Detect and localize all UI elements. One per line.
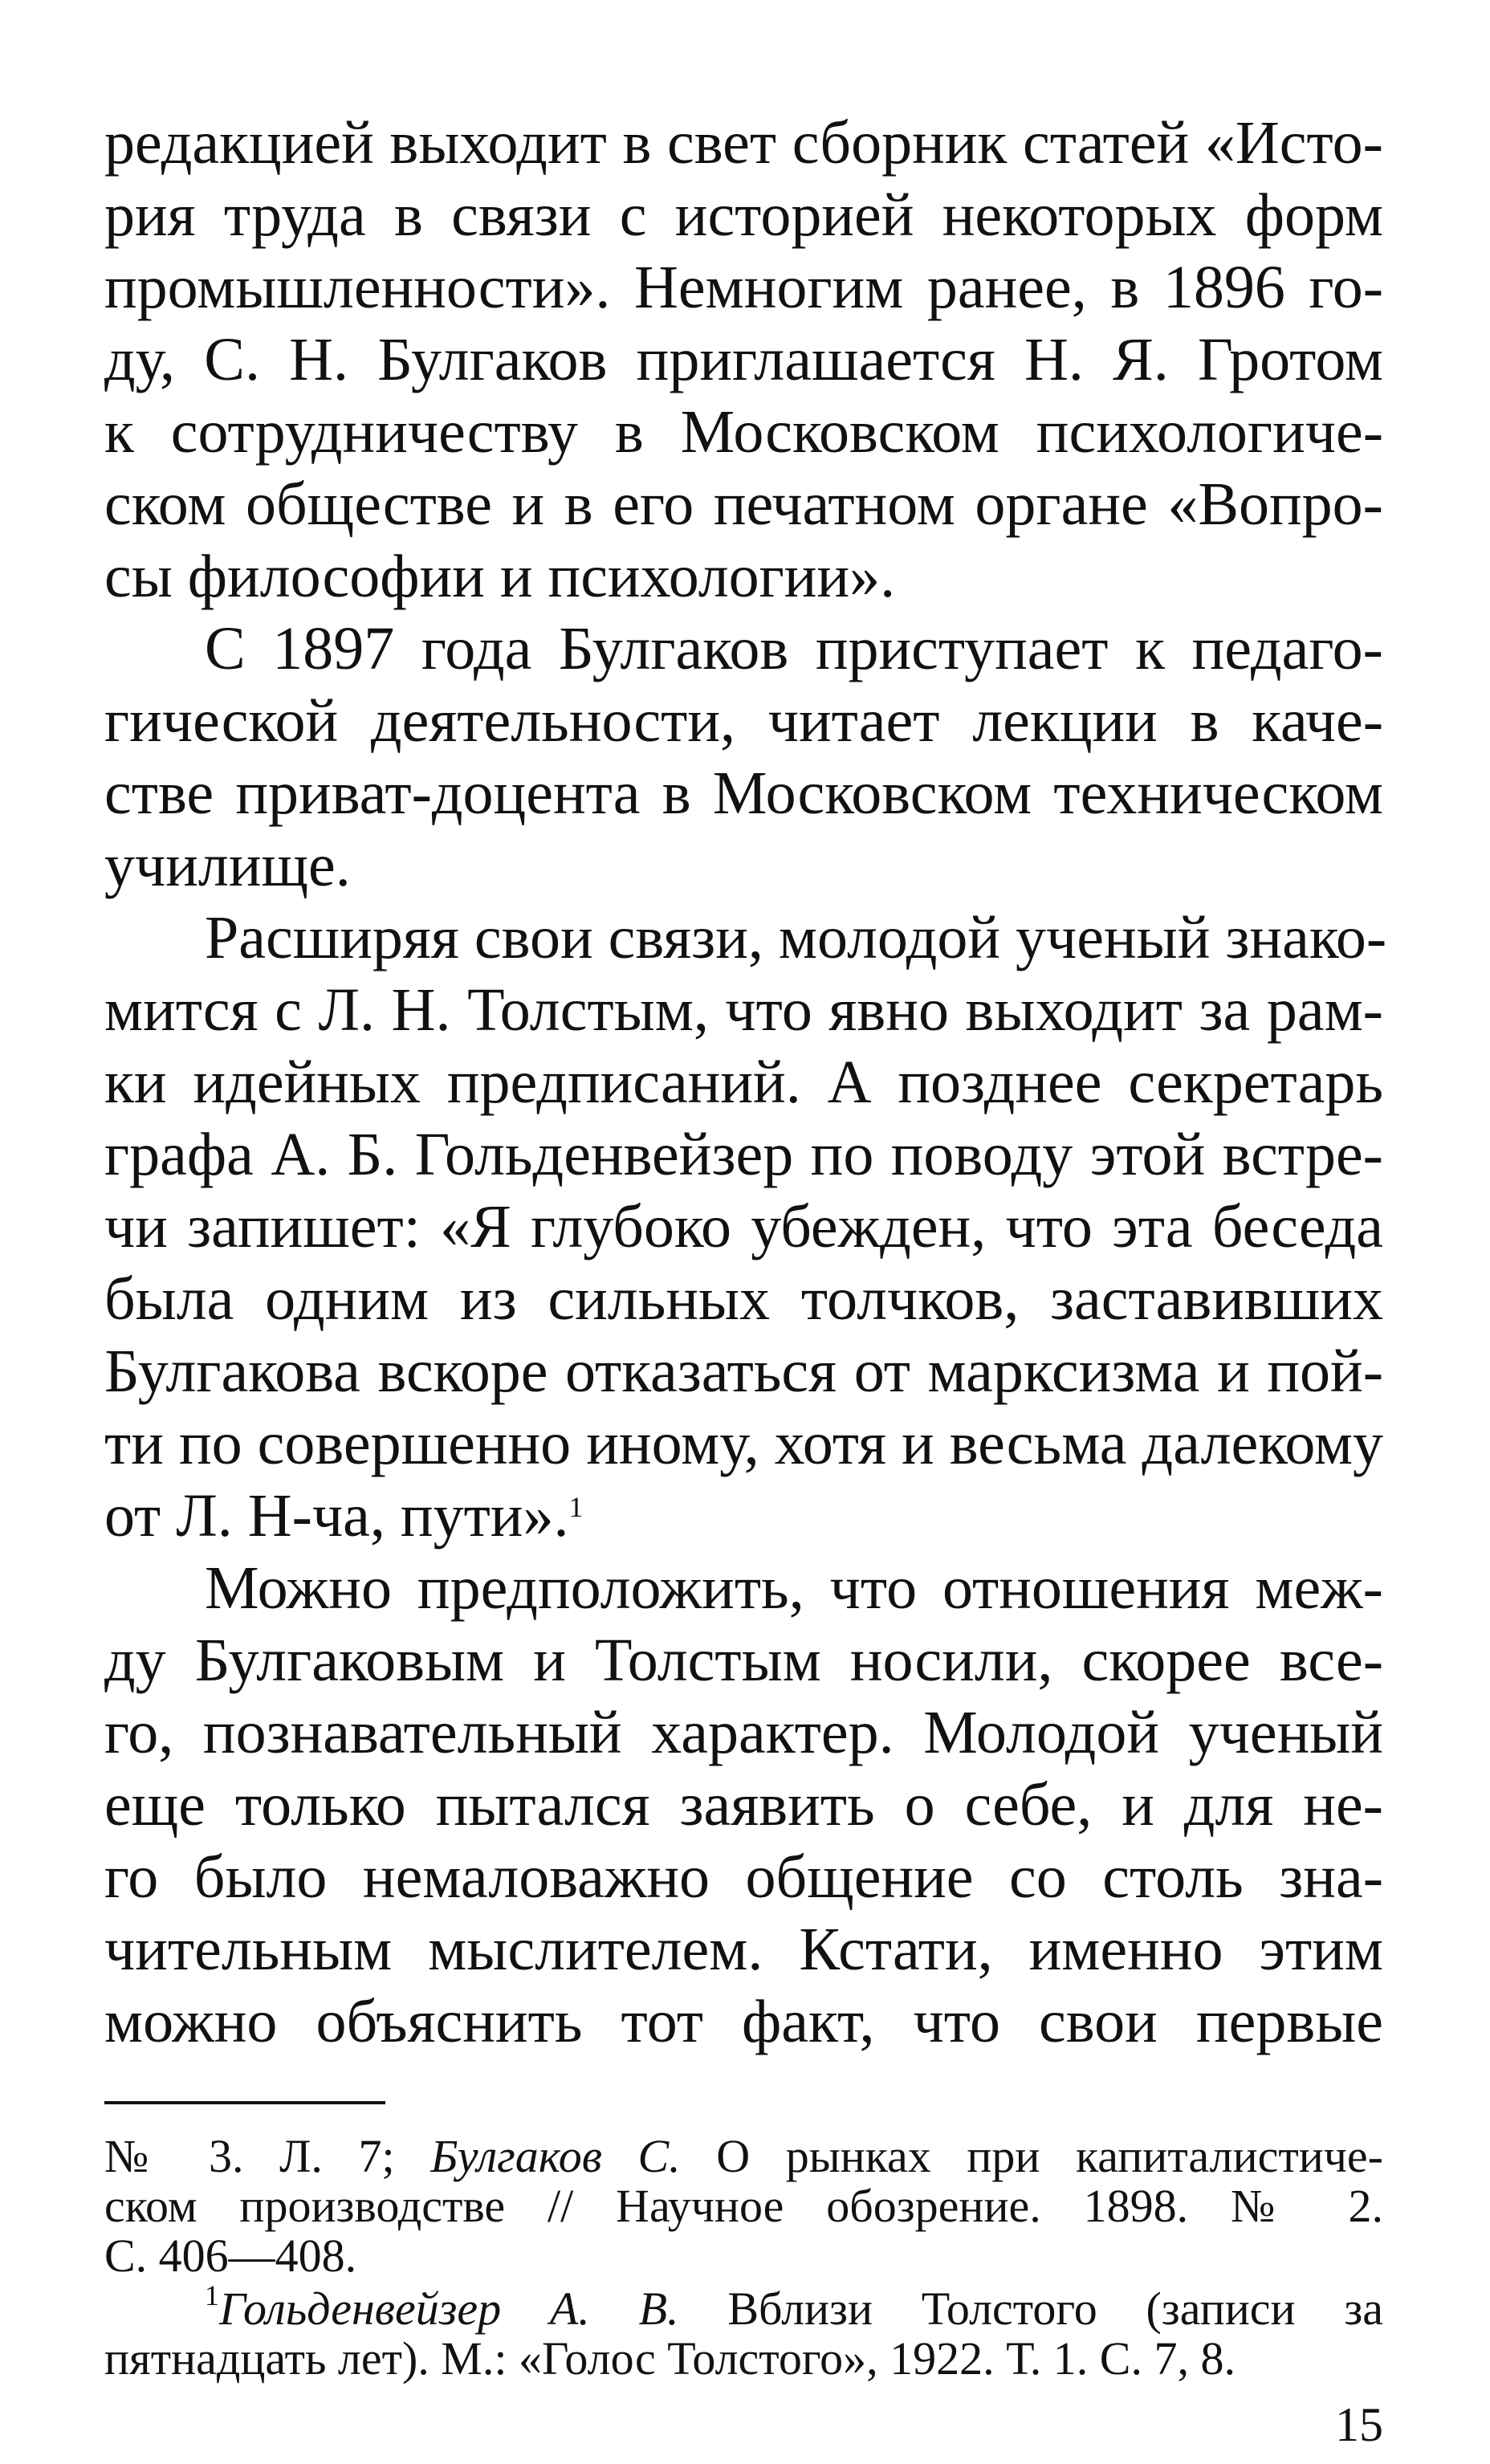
- body-line: промышленности». Немногим ранее, в 1896 го-: [104, 254, 1383, 321]
- footnote-line: пятнадцать лет). М.: «Голос Толстого», 1922. Т. 1. С. 7, 8.: [104, 2332, 1236, 2385]
- footnote-reference[interactable]: 1: [568, 1491, 584, 1523]
- body-line: еще только пытался заявить о себе, и для не-: [104, 1771, 1383, 1839]
- footnote-line: [205, 2279, 1383, 2335]
- body-line: Можно предположить, что отношения меж-: [205, 1554, 1383, 1622]
- footnote-number: 1: [205, 2279, 219, 2311]
- footnote-text: Вблизи Толстого (записи за: [678, 2283, 1383, 2335]
- body-line: Расширяя свои связи, молодой ученый знако-: [205, 904, 1387, 971]
- body-line: го, познавательный характер. Молодой ученый: [104, 1699, 1383, 1766]
- body-line: сы философии и психологии».: [104, 543, 896, 610]
- body-line: чительным мыслителем. Кстати, именно этим: [104, 1916, 1383, 1983]
- body-line: была одним из сильных толчков, заставивших: [104, 1265, 1383, 1333]
- body-line: можно объяснить тот факт, что свои первые: [104, 1988, 1383, 2055]
- body-line: стве приват-доцента в Московском техническом: [104, 760, 1383, 827]
- body-line: ском обществе и в его печатном органе «Вопро-: [104, 470, 1383, 538]
- footnote-author: Гольденвейзер А. В.: [219, 2283, 679, 2335]
- body-line: к сотрудничеству в Московском психологиче-: [104, 398, 1383, 466]
- footnote-line: ском производстве // Научное обозрение. 1898. № 2.: [104, 2180, 1383, 2232]
- page-number: 15: [1335, 2398, 1383, 2451]
- body-line: ти по совершенно иному, хотя и весьма далекому: [104, 1410, 1383, 1477]
- body-line-text: от Л. Н-ча, пути».: [104, 1482, 569, 1550]
- body-line: гической деятельности, читает лекции в каче-: [104, 687, 1383, 755]
- body-line: Булгакова вскоре отказаться от марксизма и пой-: [104, 1338, 1383, 1405]
- body-line: мится с Л. Н. Толстым, что явно выходит за рам-: [104, 976, 1383, 1044]
- footnote-text: О рынках при капиталистиче-: [680, 2130, 1383, 2182]
- body-line: ки идейных предписаний. А позднее секретарь: [104, 1049, 1383, 1116]
- body-line: графа А. Б. Гольденвейзер по поводу этой встре-: [104, 1121, 1383, 1188]
- body-line: училище.: [104, 832, 351, 899]
- body-line: чи запишет: «Я глубоко убежден, что эта беседа: [104, 1193, 1383, 1261]
- body-line: ду Булгаковым и Толстым носили, скорее все-: [104, 1627, 1383, 1694]
- body-line: го было немаловажно общение со столь зна-: [104, 1843, 1383, 1911]
- body-line: ду, С. Н. Булгаков приглашается Н. Я. Гротом: [104, 326, 1383, 393]
- footnote-separator: [104, 2101, 385, 2104]
- footnote-text: № 3. Л. 7;: [104, 2130, 431, 2182]
- body-line: редакцией выходит в свет сборник статей «Исто-: [104, 109, 1383, 177]
- body-line: рия труда в связи с историей некоторых форм: [104, 181, 1383, 249]
- footnote-line: С. 406—408.: [104, 2230, 357, 2282]
- body-line-with-footnote-ref: [104, 1480, 1383, 1552]
- footnote-author: Булгаков С.: [430, 2130, 681, 2182]
- footnote-line: [104, 2132, 1383, 2181]
- body-line: С 1897 года Булгаков приступает к педаго-: [205, 615, 1383, 682]
